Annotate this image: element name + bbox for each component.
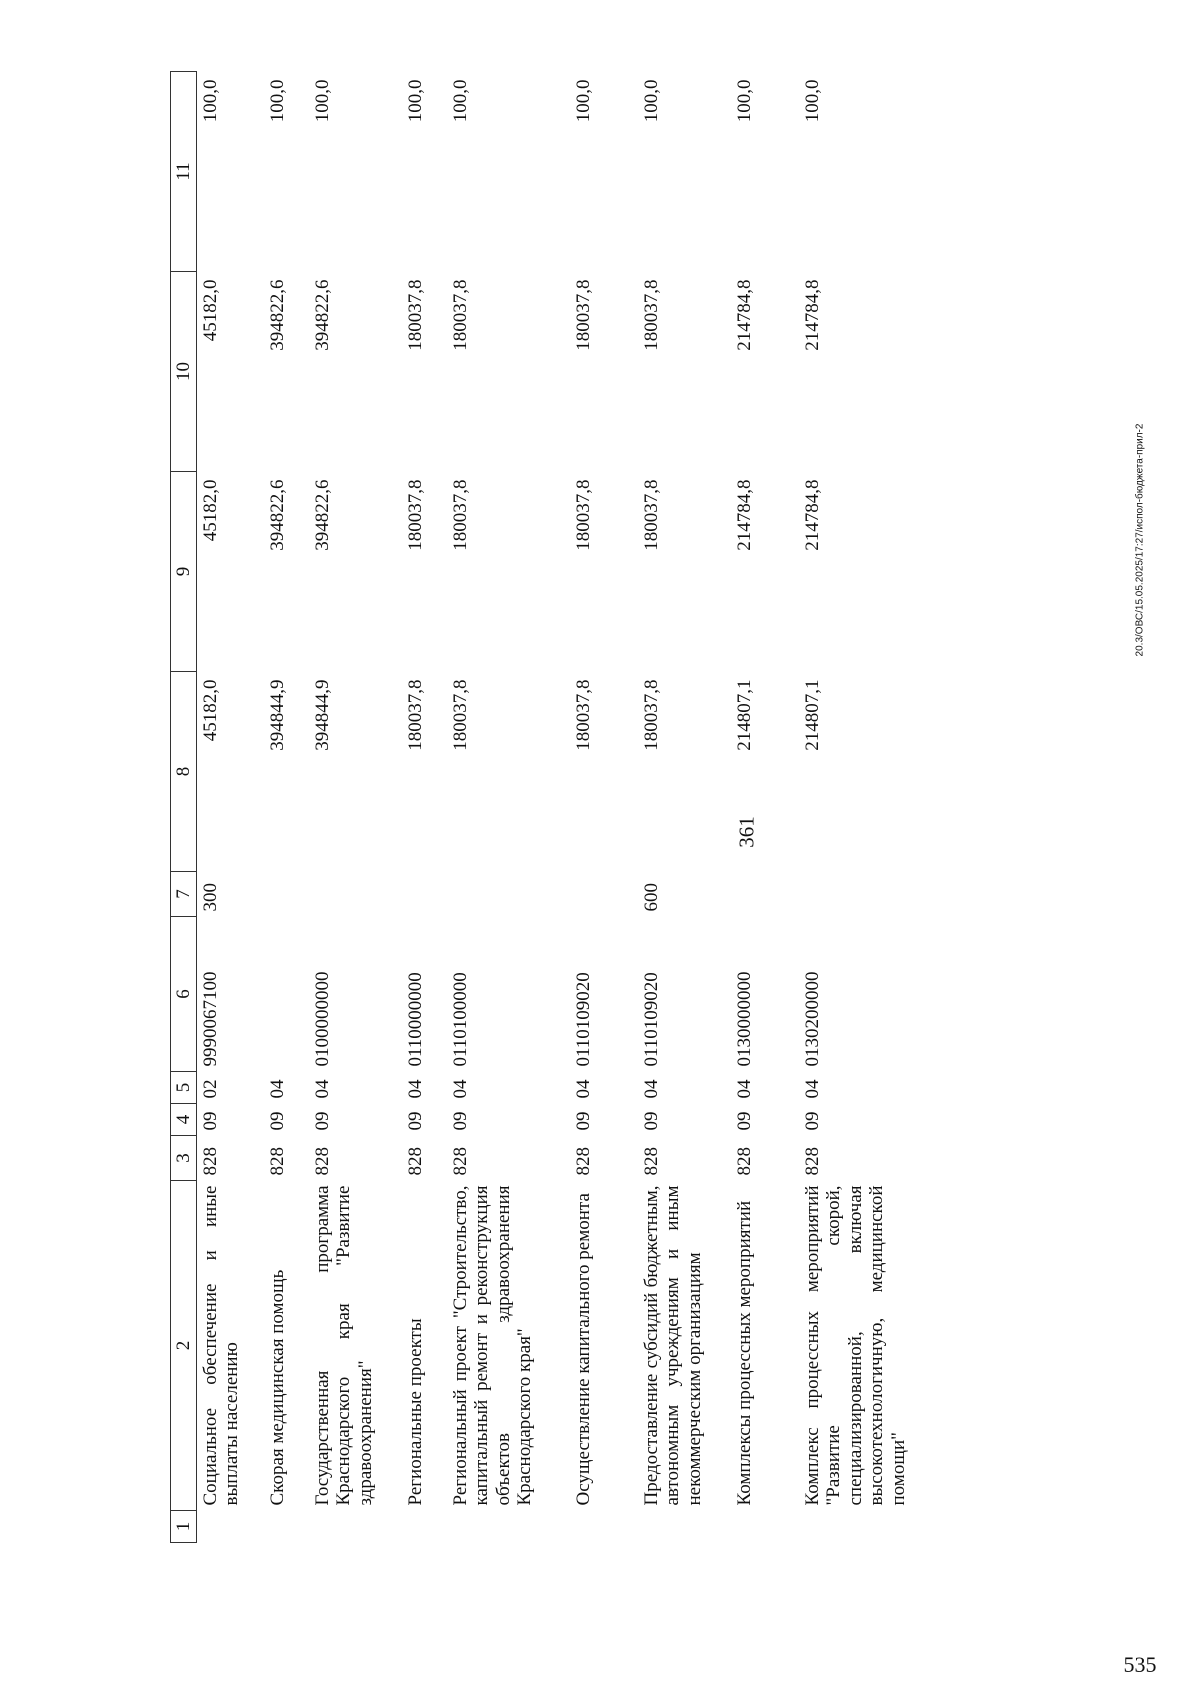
cell-col10: 180037,8 bbox=[573, 279, 594, 351]
cell-col8: 45182,0 bbox=[200, 679, 221, 742]
cell-col9: 180037,8 bbox=[450, 479, 471, 551]
cell-col9: 394822,6 bbox=[267, 479, 288, 551]
cell-rz: 09 bbox=[405, 1111, 426, 1131]
header-cell-10: 10 bbox=[171, 272, 197, 472]
cell-col1 bbox=[799, 1511, 922, 1543]
cell-vr bbox=[799, 872, 922, 917]
cell-col8: 214807,1 bbox=[802, 679, 823, 751]
cell-rz: 09 bbox=[641, 1111, 662, 1131]
cell-rz: 09 bbox=[734, 1111, 755, 1131]
header-cell-6: 6 bbox=[171, 917, 197, 1072]
cell-vr bbox=[402, 872, 447, 917]
cell-col11: 100,0 bbox=[734, 79, 755, 123]
cell-name: Государственная программа Краснодарского края "Развитие здравоохранения" bbox=[312, 1185, 376, 1506]
cell-name: Региональный проект "Строительство, капитальный ремонт и реконструкция объектов здравоохранения Краснодарского края" bbox=[450, 1185, 536, 1506]
cell-vr bbox=[570, 872, 638, 917]
cell-pr: 04 bbox=[734, 1079, 755, 1099]
table-row bbox=[731, 72, 799, 1543]
budget-table-rotated bbox=[170, 72, 1040, 1543]
cell-csr: 0130000000 bbox=[734, 971, 755, 1067]
cell-col1 bbox=[197, 1511, 265, 1543]
cell-rz: 09 bbox=[312, 1111, 333, 1131]
cell-csr: 0110000000 bbox=[405, 972, 426, 1067]
table-row bbox=[264, 72, 309, 1543]
file-path-footer: 20.3/ОВС/15.05.2025/17:27/испол-бюджета-прил-2 bbox=[1134, 423, 1146, 657]
header-cell-11: 11 bbox=[171, 72, 197, 272]
cell-pr: 04 bbox=[267, 1079, 288, 1099]
budget-table bbox=[170, 71, 922, 1543]
cell-col9: 180037,8 bbox=[405, 479, 426, 551]
table-row bbox=[638, 72, 731, 1543]
cell-col8: 180037,8 bbox=[573, 679, 594, 751]
cell-col1 bbox=[309, 1511, 402, 1543]
table-row bbox=[309, 72, 402, 1543]
table-row bbox=[197, 72, 265, 1543]
cell-col9: 45182,0 bbox=[200, 479, 221, 542]
cell-ved: 828 bbox=[450, 1147, 471, 1176]
cell-col11: 100,0 bbox=[312, 79, 333, 123]
cell-pr: 04 bbox=[641, 1079, 662, 1099]
cell-name: Осуществление капитального ремонта bbox=[573, 1193, 594, 1506]
cell-csr: 0110109020 bbox=[641, 972, 662, 1067]
cell-pr: 04 bbox=[405, 1079, 426, 1099]
cell-pr: 04 bbox=[450, 1079, 471, 1099]
cell-name: Скорая медицинская помощь bbox=[267, 1269, 288, 1506]
cell-col10: 214784,8 bbox=[734, 279, 755, 351]
cell-col10: 180037,8 bbox=[450, 279, 471, 351]
cell-col1 bbox=[638, 1511, 731, 1543]
cell-col10: 180037,8 bbox=[641, 279, 662, 351]
cell-col10: 45182,0 bbox=[200, 279, 221, 342]
cell-col1 bbox=[570, 1511, 638, 1543]
cell-rz: 09 bbox=[802, 1111, 823, 1131]
header-cell-9: 9 bbox=[171, 472, 197, 672]
cell-col10: 180037,8 bbox=[405, 279, 426, 351]
cell-name: Социальное обеспечение и иные выплаты населению bbox=[200, 1185, 243, 1506]
header-cell-1: 1 bbox=[171, 1511, 197, 1543]
cell-vr: 600 bbox=[641, 883, 662, 912]
table-row bbox=[447, 72, 570, 1543]
cell-col1 bbox=[731, 1511, 799, 1543]
cell-vr bbox=[731, 872, 799, 917]
cell-col1 bbox=[264, 1511, 309, 1543]
cell-ved: 828 bbox=[802, 1147, 823, 1176]
cell-rz: 09 bbox=[573, 1111, 594, 1131]
cell-col11: 100,0 bbox=[573, 79, 594, 123]
cell-vr bbox=[309, 872, 402, 917]
cell-col10: 394822,6 bbox=[312, 279, 333, 351]
cell-col1 bbox=[447, 1511, 570, 1543]
cell-name: Региональные проекты bbox=[405, 1318, 426, 1506]
cell-ved: 828 bbox=[267, 1147, 288, 1176]
cell-pr: 04 bbox=[573, 1079, 594, 1099]
header-cell-2: 2 bbox=[171, 1181, 197, 1511]
cell-col9: 214784,8 bbox=[734, 479, 755, 551]
cell-vr bbox=[447, 872, 570, 917]
page-number-top: 361 bbox=[734, 816, 759, 848]
cell-csr: 0110109020 bbox=[573, 972, 594, 1067]
cell-ved: 828 bbox=[573, 1147, 594, 1176]
cell-csr: 9990067100 bbox=[200, 971, 221, 1067]
page-number-bottom: 535 bbox=[1123, 1652, 1157, 1677]
cell-csr: 0100000000 bbox=[312, 971, 333, 1067]
header-cell-4: 4 bbox=[171, 1104, 197, 1136]
cell-col11: 100,0 bbox=[267, 79, 288, 123]
header-row bbox=[171, 72, 197, 1543]
cell-csr: 0130200000 bbox=[802, 971, 823, 1067]
cell-vr: 300 bbox=[200, 883, 221, 912]
cell-col9: 214784,8 bbox=[802, 479, 823, 551]
cell-col11: 100,0 bbox=[405, 79, 426, 123]
header-cell-5: 5 bbox=[171, 1072, 197, 1104]
cell-col9: 180037,8 bbox=[641, 479, 662, 551]
cell-csr bbox=[264, 917, 309, 1072]
cell-col10: 214784,8 bbox=[802, 279, 823, 351]
header-cell-8: 8 bbox=[171, 672, 197, 872]
cell-col8: 180037,8 bbox=[450, 679, 471, 751]
table-row bbox=[799, 72, 922, 1543]
header-cell-3: 3 bbox=[171, 1136, 197, 1181]
cell-pr: 04 bbox=[802, 1079, 823, 1099]
cell-name: Комплекс процессных мероприятий "Развитие скорой, специализированной, включая высокотехнологичную, медицинской помощи" bbox=[802, 1185, 909, 1506]
cell-col9: 394822,6 bbox=[312, 479, 333, 551]
cell-rz: 09 bbox=[267, 1111, 288, 1131]
cell-csr: 0110100000 bbox=[450, 972, 471, 1067]
cell-pr: 02 bbox=[200, 1079, 221, 1099]
header-cell-7: 7 bbox=[171, 872, 197, 917]
cell-rz: 09 bbox=[200, 1111, 221, 1131]
cell-col11: 100,0 bbox=[802, 79, 823, 123]
cell-col11: 100,0 bbox=[200, 79, 221, 123]
cell-ved: 828 bbox=[405, 1147, 426, 1176]
cell-col11: 100,0 bbox=[641, 79, 662, 123]
cell-ved: 828 bbox=[200, 1147, 221, 1176]
cell-col8: 394844,9 bbox=[267, 679, 288, 751]
cell-col8: 180037,8 bbox=[405, 679, 426, 751]
cell-col8: 180037,8 bbox=[641, 679, 662, 751]
cell-col10: 394822,6 bbox=[267, 279, 288, 351]
cell-name: Комплексы процессных мероприятий bbox=[734, 1200, 755, 1506]
cell-vr bbox=[264, 872, 309, 917]
cell-col11: 100,0 bbox=[450, 79, 471, 123]
table-row bbox=[570, 72, 638, 1543]
cell-ved: 828 bbox=[734, 1147, 755, 1176]
cell-pr: 04 bbox=[312, 1079, 333, 1099]
cell-col1 bbox=[402, 1511, 447, 1543]
table-row bbox=[402, 72, 447, 1543]
cell-ved: 828 bbox=[312, 1147, 333, 1176]
cell-ved: 828 bbox=[641, 1147, 662, 1176]
cell-col8: 394844,9 bbox=[312, 679, 333, 751]
cell-col8: 214807,1 bbox=[734, 679, 755, 751]
cell-name: Предоставление субсидий бюджетным, автономным учреждениям и иным некоммерческим организациям bbox=[641, 1185, 705, 1506]
cell-col9: 180037,8 bbox=[573, 479, 594, 551]
cell-rz: 09 bbox=[450, 1111, 471, 1131]
